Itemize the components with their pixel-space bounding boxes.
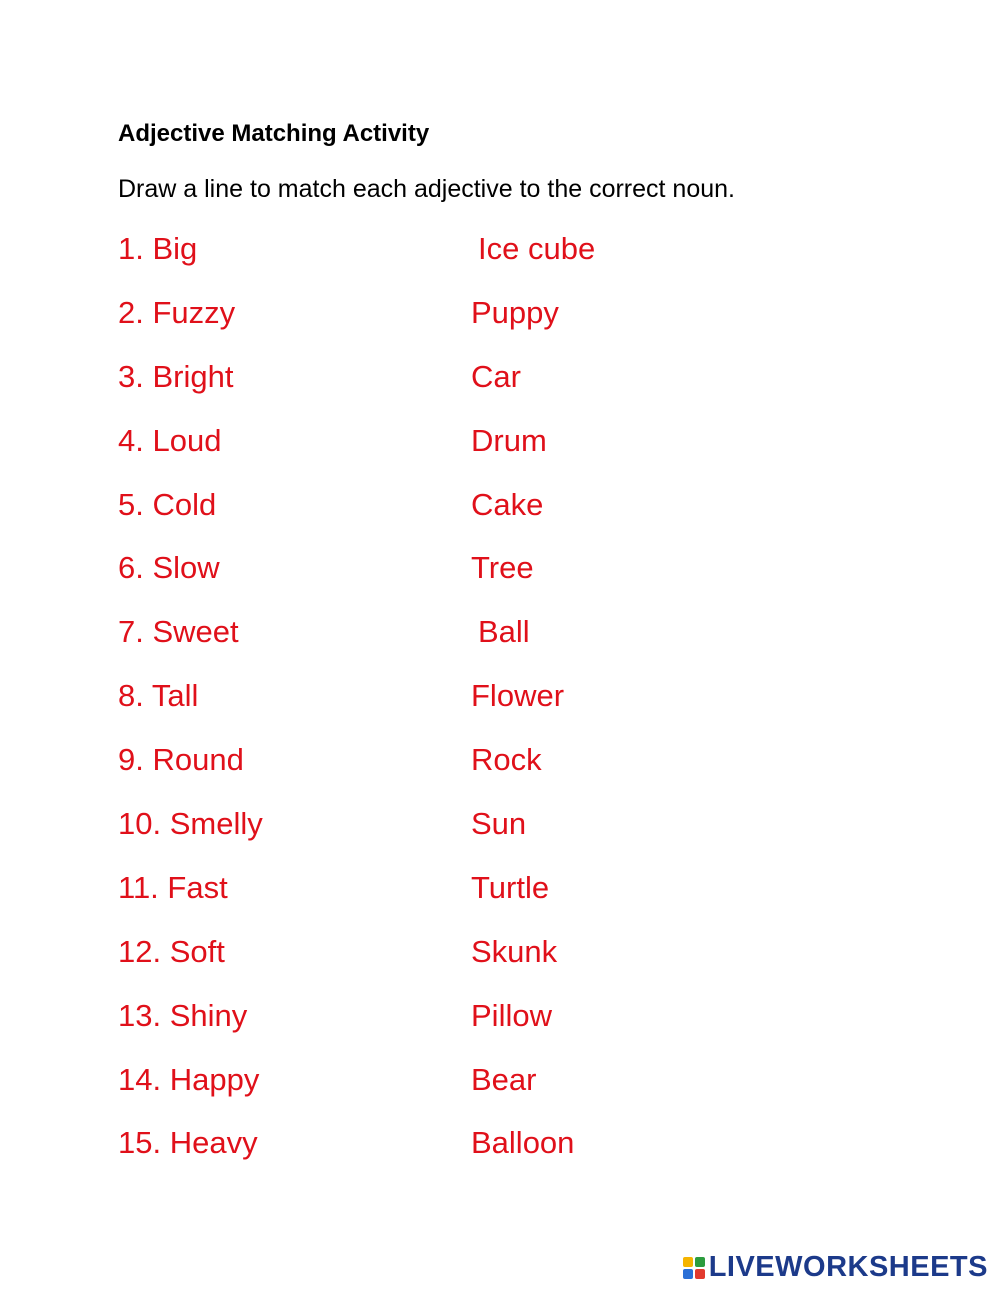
matching-row — [0, 802, 1000, 866]
worksheet-title: Adjective Matching Activity — [118, 120, 430, 147]
adjective-item[interactable]: 8. Tall — [118, 678, 199, 714]
liveworksheets-logo — [683, 1251, 988, 1284]
matching-row — [0, 227, 1000, 291]
adjective-item[interactable]: 3. Bright — [118, 358, 234, 394]
noun-item[interactable]: Puppy — [471, 294, 559, 330]
noun-item[interactable]: Car — [471, 358, 521, 394]
adjective-item[interactable]: 10. Smelly — [118, 806, 263, 842]
adjective-item[interactable]: 9. Round — [118, 742, 244, 778]
noun-item[interactable]: Flower — [471, 678, 565, 714]
matching-row — [0, 1121, 1000, 1185]
noun-item[interactable]: Pillow — [471, 997, 552, 1033]
noun-item[interactable]: Balloon — [471, 1125, 575, 1161]
noun-item[interactable]: Ball — [478, 614, 530, 650]
noun-item[interactable]: Skunk — [471, 933, 558, 969]
adjective-item[interactable]: 13. Shiny — [118, 997, 248, 1033]
noun-item[interactable]: Tree — [471, 550, 534, 586]
adjective-item[interactable]: 1. Big — [118, 231, 198, 266]
noun-item[interactable]: Turtle — [471, 869, 550, 905]
matching-row — [0, 291, 1000, 355]
noun-item[interactable]: Ice cube — [478, 231, 596, 266]
worksheet-instructions: Draw a line to match each adjective to the correct noun. — [118, 175, 735, 203]
matching-row — [0, 1058, 1000, 1122]
noun-item[interactable]: Drum — [471, 422, 547, 458]
noun-item[interactable]: Bear — [471, 1061, 537, 1097]
matching-row — [0, 674, 1000, 738]
noun-item[interactable]: Rock — [471, 742, 542, 778]
adjective-item[interactable]: 7. Sweet — [118, 614, 239, 650]
matching-row — [0, 355, 1000, 419]
matching-row — [0, 546, 1000, 610]
matching-row — [0, 483, 1000, 547]
matching-row — [0, 866, 1000, 930]
matching-row — [0, 738, 1000, 802]
adjective-item[interactable]: 5. Cold — [118, 486, 217, 522]
matching-row — [0, 930, 1000, 994]
matching-row — [0, 610, 1000, 674]
adjective-item[interactable]: 6. Slow — [118, 550, 220, 586]
logo-text: LIVEWORKSHEETS — [708, 1251, 988, 1283]
adjective-item[interactable]: 11. Fast — [118, 869, 228, 905]
matching-row — [0, 419, 1000, 483]
adjective-item[interactable]: 4. Loud — [118, 422, 222, 458]
adjective-item[interactable]: 15. Heavy — [118, 1125, 258, 1161]
adjective-item[interactable]: 12. Soft — [118, 933, 225, 969]
noun-item[interactable]: Cake — [471, 486, 544, 522]
matching-list — [0, 227, 1000, 1185]
liveworksheets-logo-icon — [683, 1257, 705, 1279]
adjective-item[interactable]: 2. Fuzzy — [118, 294, 236, 330]
noun-item[interactable]: Sun — [471, 806, 527, 842]
matching-row — [0, 994, 1000, 1058]
adjective-item[interactable]: 14. Happy — [118, 1061, 260, 1097]
